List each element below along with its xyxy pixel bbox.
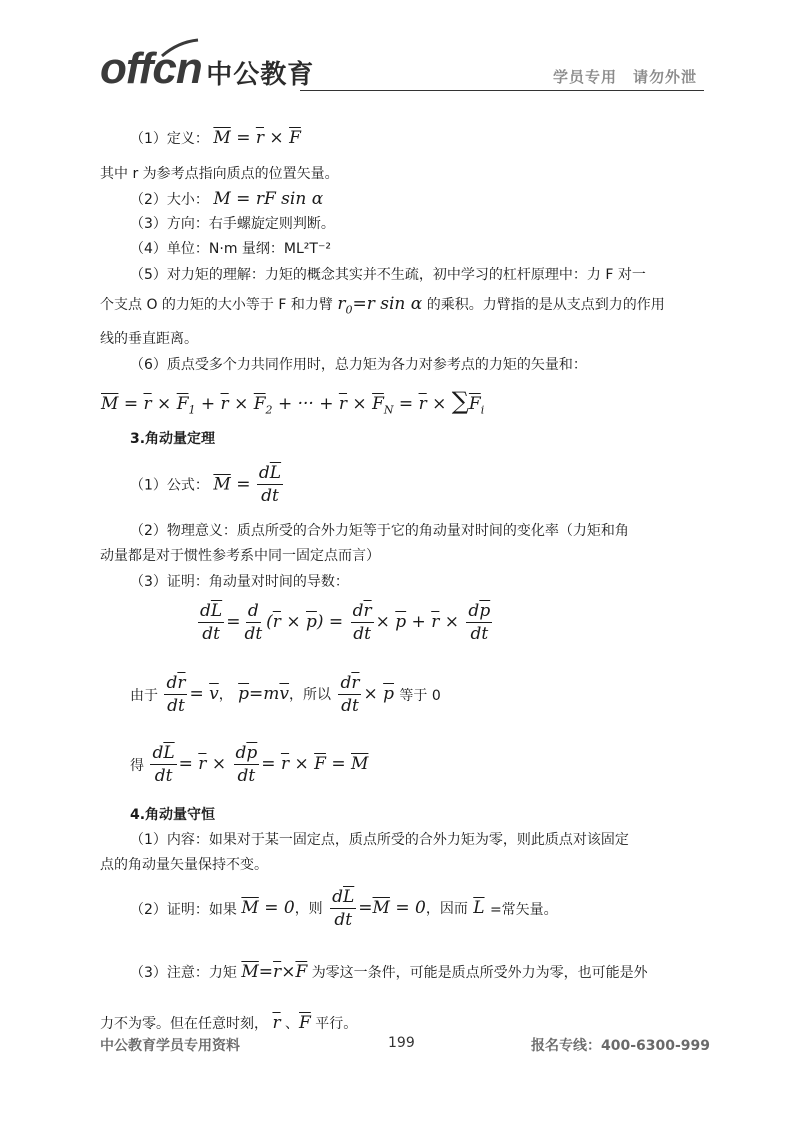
header-divider bbox=[300, 90, 704, 91]
brand-logo bbox=[100, 44, 314, 94]
derivative-expansion-formula: $\frac{d\overline{L}}{dt}$ = $\frac{d}{dt}$ $(\overline{r} \times \overline{p})$ = $\frac{d\overline{r}}{dt}$ × $\overline{p} + \overline{r}$ × $\frac{d\overline{p}}{dt}$ bbox=[200, 601, 491, 644]
physical-meaning-line1: （2）物理意义：质点所受的合外力矩等于它的角动量对时间的变化率（力矩和角 bbox=[130, 523, 629, 539]
proof-intro: （3）证明：角动量对时间的导数： bbox=[130, 574, 349, 590]
conservation-proof-line: （2）证明：如果 $\overline{M} = 0$，则 $\frac{d\overline{L}}{dt}$ $=\overline{M} = 0$，因而 $\overline{L}$ =常矢量。 bbox=[130, 887, 558, 930]
position-vector-note: 其中 r 为参考点指向质点的位置矢量。 bbox=[100, 166, 339, 182]
heading-angular-momentum-conservation: 4.角动量守恒 bbox=[130, 807, 216, 823]
footer-hotline: 报名专线：400-6300-999 bbox=[531, 1038, 711, 1054]
total-torque-formula: $\overline{M} = \overline{r} \times \overline{F}_1 + \overline{r} \times \overline{F}_2$ + ··· + $\overline{r} \times \overline{F}_N = \overline{r} \times \sum\overline{F}_i$ bbox=[101, 387, 485, 417]
torque-definition-formula: $\overline{M} = \overline{r} \times \overline{F}$ bbox=[213, 128, 301, 148]
since-line: 由于 $\frac{d\overline{r}}{dt}$ = $\overline{v}$， $\overline{p}=m\overline{v}$，所以 $\frac{d\overline{r}}{dt}$ × $\overline{p}$ 等于 0 bbox=[130, 673, 441, 716]
torque-unit: （4）单位：N·m 量纲：ML²T⁻² bbox=[130, 241, 331, 257]
logo-cn: 中公教育 bbox=[206, 60, 315, 90]
page-number: 199 bbox=[388, 1035, 415, 1051]
footer-left: 中公教育学员专用资料 bbox=[100, 1038, 240, 1054]
torque-understanding-line2: 个支点 O 的力矩的大小等于 F 和力臂 $r_0=r$ sin α 的乘积。力臂指的是从支点到力的作用 bbox=[100, 294, 665, 317]
conservation-note-line2: 力不为零。但在任意时刻， $\overline{r}$ 、$\overline{F}$ 平行。 bbox=[100, 1013, 358, 1033]
conservation-note-line1: （3）注意：力矩 $\overline{M}=\overline{r}\times\overline{F}$ 为零这一条件，可能是质点所受外力为零，也可能是外 bbox=[130, 962, 648, 982]
torque-definition: （1）定义： $\overline{M} = \overline{r} \times \overline{F}$ bbox=[130, 128, 301, 148]
physical-meaning-line2: 动量都是对于惯性参考系中同一固定点而言） bbox=[100, 548, 380, 564]
therefore-line: 得 $\frac{d\overline{L}}{dt}$ = $\overline{r}$ × $\frac{d\overline{p}}{dt}$ = $\overline{r} \times \overline{F} = \overline{M}$ bbox=[130, 743, 369, 786]
heading-angular-momentum-theorem: 3.角动量定理 bbox=[130, 431, 216, 447]
logo-latin: offcn bbox=[100, 44, 202, 93]
torque-direction: （3）方向：右手螺旋定则判断。 bbox=[130, 216, 335, 232]
logo-swoosh-icon bbox=[160, 38, 200, 58]
total-torque-text: （6）质点受多个力共同作用时，总力矩为各力对参考点的力矩的矢量和： bbox=[130, 357, 587, 373]
conservation-content-line2: 点的角动量矢量保持不变。 bbox=[100, 857, 268, 873]
torque-magnitude: （2）大小： M = rF sin α bbox=[130, 189, 324, 209]
theorem-formula-line: （1）公式： $\overline{M}$ = $\frac{d\overline{L}}{dt}$ bbox=[130, 463, 282, 506]
lever-arm-formula: $r_0=r$ sin α bbox=[337, 294, 423, 317]
conservation-content-line1: （1）内容：如果对于某一固定点，质点所受的合外力矩为零，则此质点对该固定 bbox=[130, 832, 629, 848]
torque-understanding-line1: （5）对力矩的理解：力矩的概念其实并不生疏，初中学习的杠杆原理中：力 F 对一 bbox=[130, 267, 646, 283]
confidential-note: 学员专用 请勿外泄 bbox=[553, 68, 698, 86]
torque-understanding-line3: 线的垂直距离。 bbox=[100, 331, 198, 347]
